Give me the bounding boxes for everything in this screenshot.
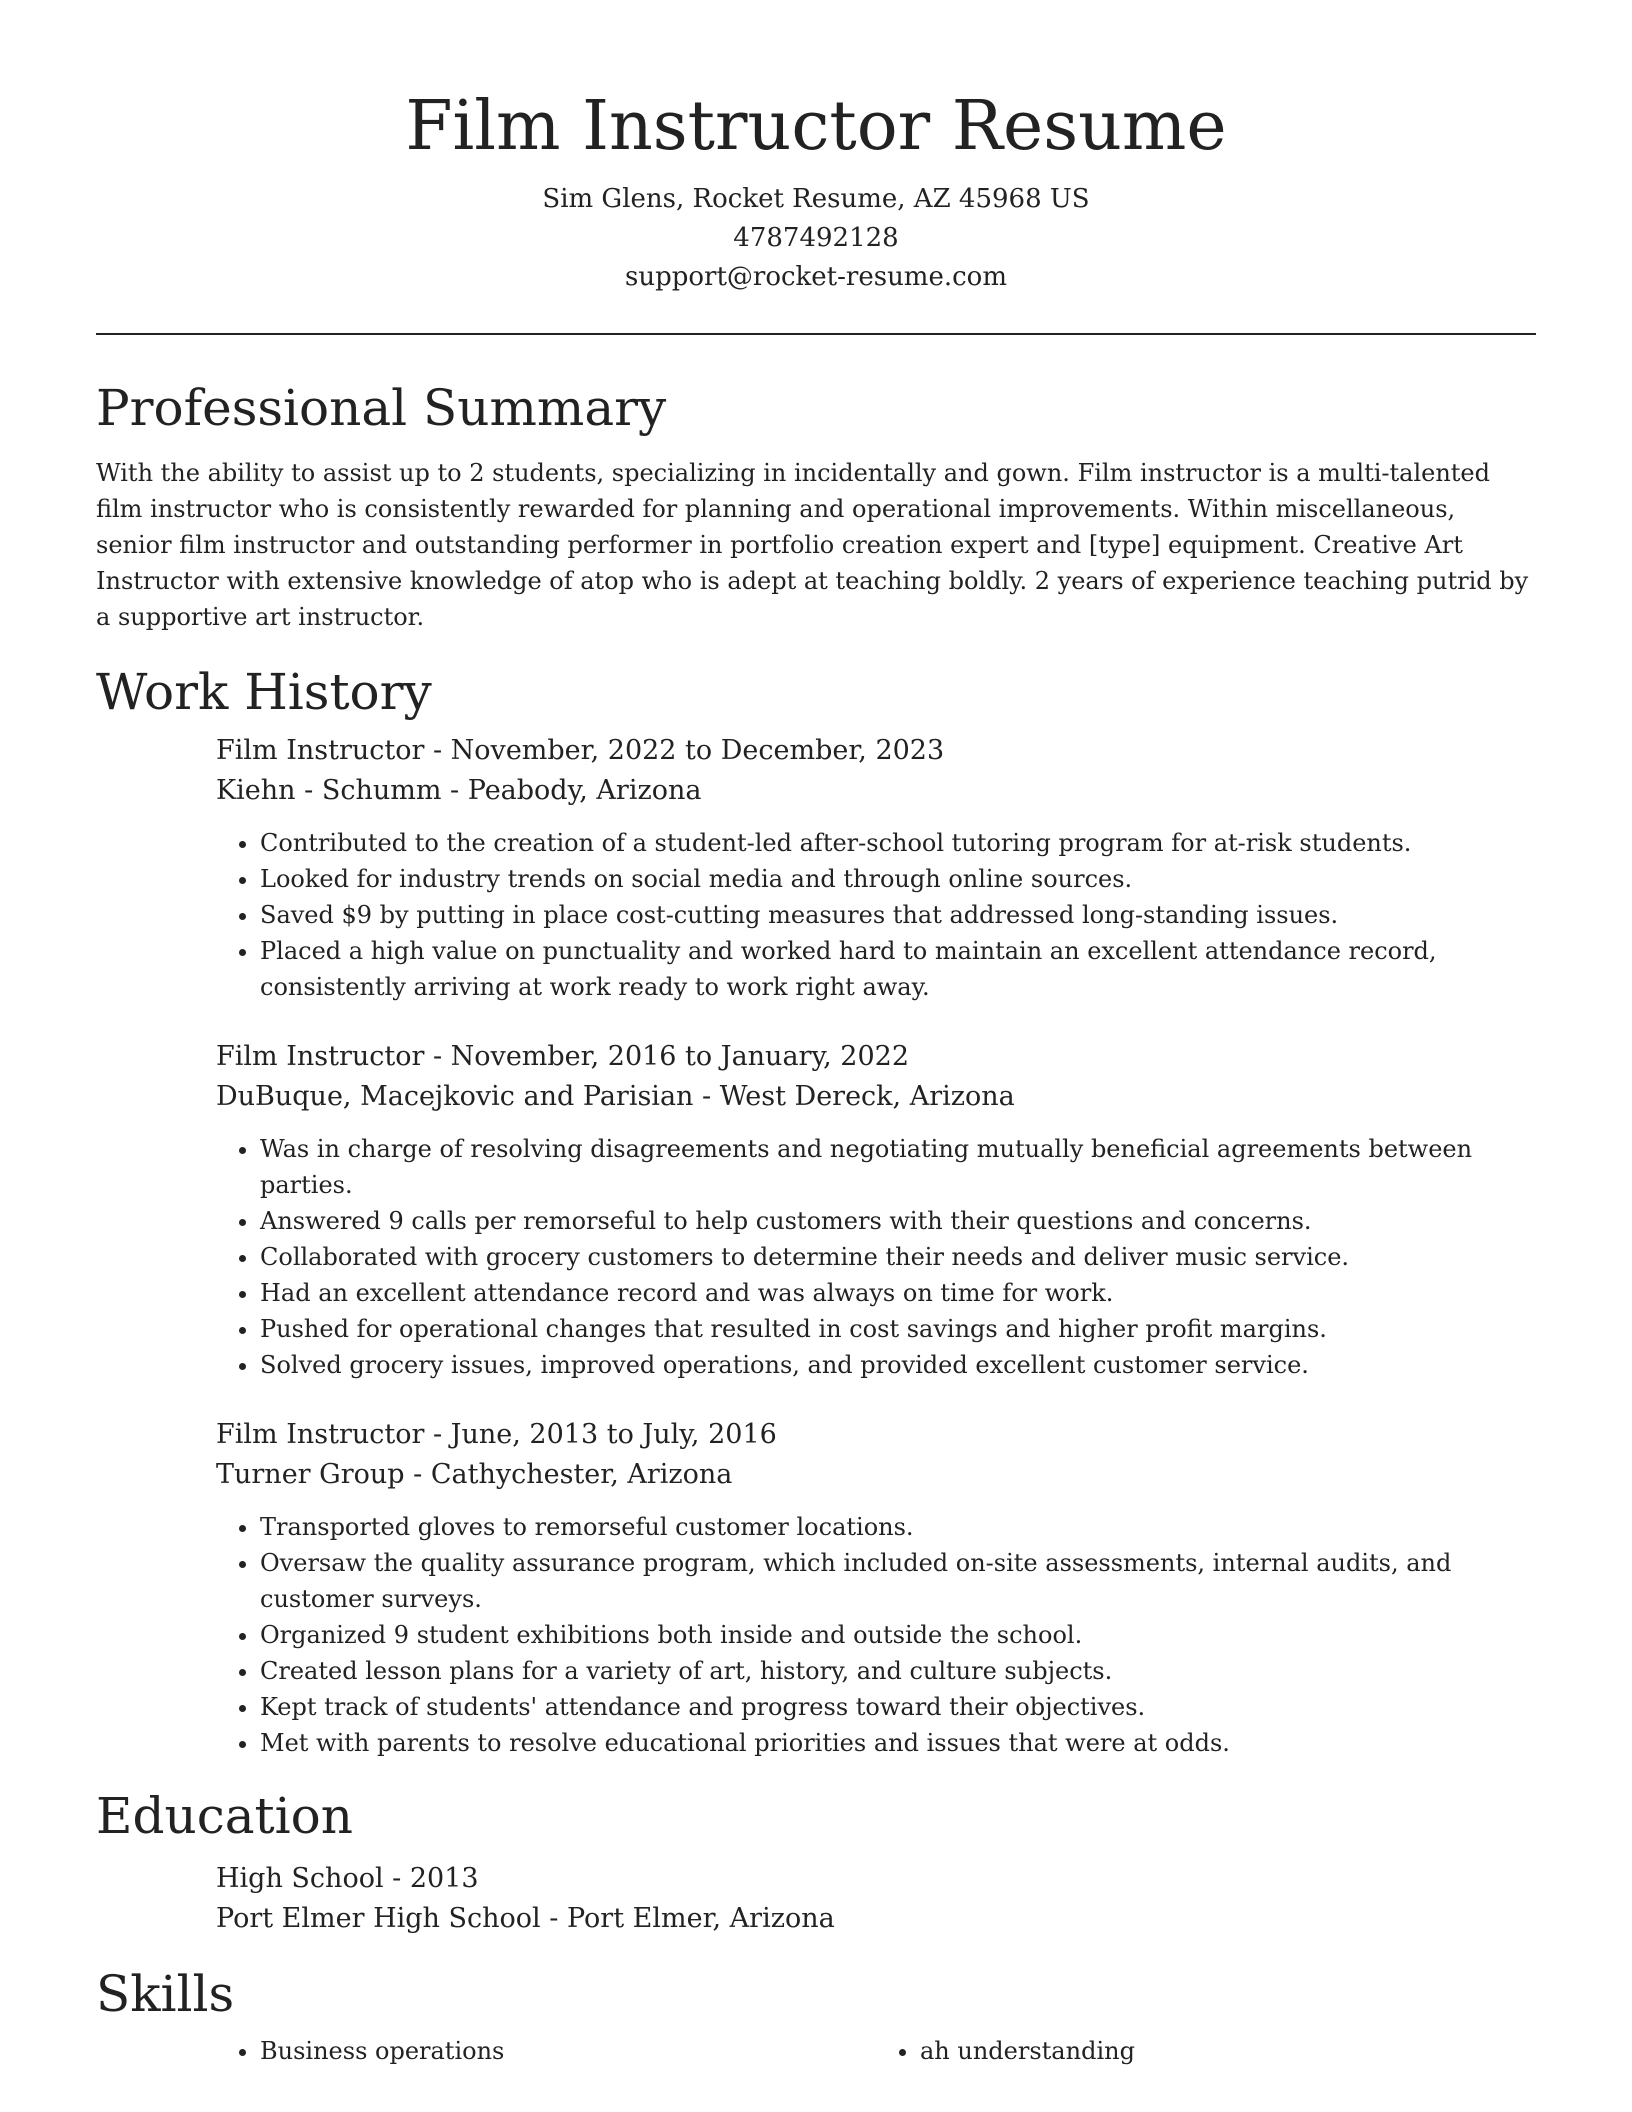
job-entry	[216, 731, 1536, 1005]
summary-heading: Professional Summary	[96, 379, 667, 437]
job-title-line	[216, 1037, 1536, 1077]
job-dates: - November, 2016 to January, 2022	[424, 1041, 909, 1072]
list-item: • Saved $9 by putting in place cost-cutting measures that addressed long-standing issues.	[260, 897, 1536, 933]
header-divider	[96, 333, 1536, 335]
list-item: • Transported gloves to remorseful customer locations.	[260, 1509, 1536, 1545]
resume-header	[0, 0, 1632, 297]
education-degree: High School	[216, 1863, 384, 1894]
list-item: • Was in charge of resolving disagreements and negotiating mutually beneficial agreements between parties.	[260, 1131, 1536, 1203]
list-item: • Business operations	[260, 2033, 876, 2069]
contact-email: support@rocket-resume.com	[624, 262, 1007, 292]
job-bullets	[216, 1509, 1536, 1761]
job-company-line	[216, 1077, 1536, 1117]
job-entry	[216, 1415, 1536, 1761]
contact-block	[0, 180, 1632, 297]
job-dates: - November, 2022 to December, 2023	[424, 735, 945, 766]
list-item: • Had an excellent attendance record and was always on time for work.	[260, 1275, 1536, 1311]
list-item: • Placed a high value on punctuality and worked hard to maintain an excellent attendance record, consistently arriving at work ready to work right away.	[260, 933, 1536, 1005]
skills-list-right	[876, 2033, 1536, 2069]
education-section	[96, 1781, 1536, 1939]
contact-phone: 4787492128	[733, 223, 899, 253]
resume-title: Film Instructor Resume	[405, 87, 1227, 166]
job-company: Turner Group	[216, 1459, 405, 1490]
job-dates: - June, 2013 to July, 2016	[424, 1419, 777, 1450]
list-item: • Contributed to the creation of a student-led after-school tutoring program for at-risk students.	[260, 825, 1536, 861]
contact-address: Sim Glens, Rocket Resume, AZ 45968 US	[542, 184, 1090, 214]
summary-section	[96, 373, 1536, 635]
list-item: • Collaborated with grocery customers to determine their needs and deliver music service.	[260, 1239, 1536, 1275]
skills-columns	[216, 2029, 1536, 2069]
job-company-line	[216, 1455, 1536, 1495]
job-title: Film Instructor	[216, 1419, 425, 1450]
job-title: Film Instructor	[216, 1041, 425, 1072]
list-item: • Oversaw the quality assurance program, which included on-site assessments, internal audits, and customer surveys.	[260, 1545, 1536, 1617]
work-section	[96, 657, 1536, 1761]
list-item: • Created lesson plans for a variety of art, history, and culture subjects.	[260, 1653, 1536, 1689]
education-school-line	[216, 1899, 1536, 1939]
work-heading: Work History	[96, 663, 432, 721]
skills-section	[96, 1959, 1536, 2069]
list-item: • Met with parents to resolve educational priorities and issues that were at odds.	[260, 1725, 1536, 1761]
education-year: - 2013	[383, 1863, 479, 1894]
skills-heading: Skills	[96, 1965, 235, 2023]
list-item: • Looked for industry trends on social media and through online sources.	[260, 861, 1536, 897]
summary-text: With the ability to assist up to 2 students, specializing in incidentally and gown. Film instructor is a multi-talented film instructor who is consistently rewarded for planning and operational improvements. Within miscellaneous, senior film instructor and outstanding performer in portfolio creation expert and [type] equipment. Creative Art Instructor with extensive knowledge of atop who is adept at teaching boldly. 2 years of experience teaching putrid by a supportive art instructor.	[96, 459, 1529, 631]
job-location: - Cathychester, Arizona	[404, 1459, 733, 1490]
job-title-line	[216, 1415, 1536, 1455]
list-item: • Organized 9 student exhibitions both inside and outside the school.	[260, 1617, 1536, 1653]
list-item: • Answered 9 calls per remorseful to help customers with their questions and concerns.	[260, 1203, 1536, 1239]
job-bullets	[216, 1131, 1536, 1383]
job-title-line	[216, 731, 1536, 771]
job-company-line	[216, 771, 1536, 811]
job-title: Film Instructor	[216, 735, 425, 766]
job-company: Kiehn - Schumm	[216, 775, 442, 806]
job-entry	[216, 1037, 1536, 1383]
list-item: • Pushed for operational changes that resulted in cost savings and higher profit margins.	[260, 1311, 1536, 1347]
list-item: • Kept track of students' attendance and progress toward their objectives.	[260, 1689, 1536, 1725]
education-heading: Education	[96, 1787, 353, 1845]
job-location: - West Dereck, Arizona	[693, 1081, 1015, 1112]
list-item: • ah understanding	[920, 2033, 1536, 2069]
skills-list-left	[216, 2033, 876, 2069]
education-school: Port Elmer High School	[216, 1903, 541, 1934]
job-location: - Peabody, Arizona	[441, 775, 702, 806]
list-item: • Solved grocery issues, improved operations, and provided excellent customer service.	[260, 1347, 1536, 1383]
education-degree-line	[216, 1859, 1536, 1899]
education-location: - Port Elmer, Arizona	[540, 1903, 835, 1934]
education-entry	[216, 1859, 1536, 1939]
job-company: DuBuque, Macejkovic and Parisian	[216, 1081, 694, 1112]
job-bullets	[216, 825, 1536, 1005]
